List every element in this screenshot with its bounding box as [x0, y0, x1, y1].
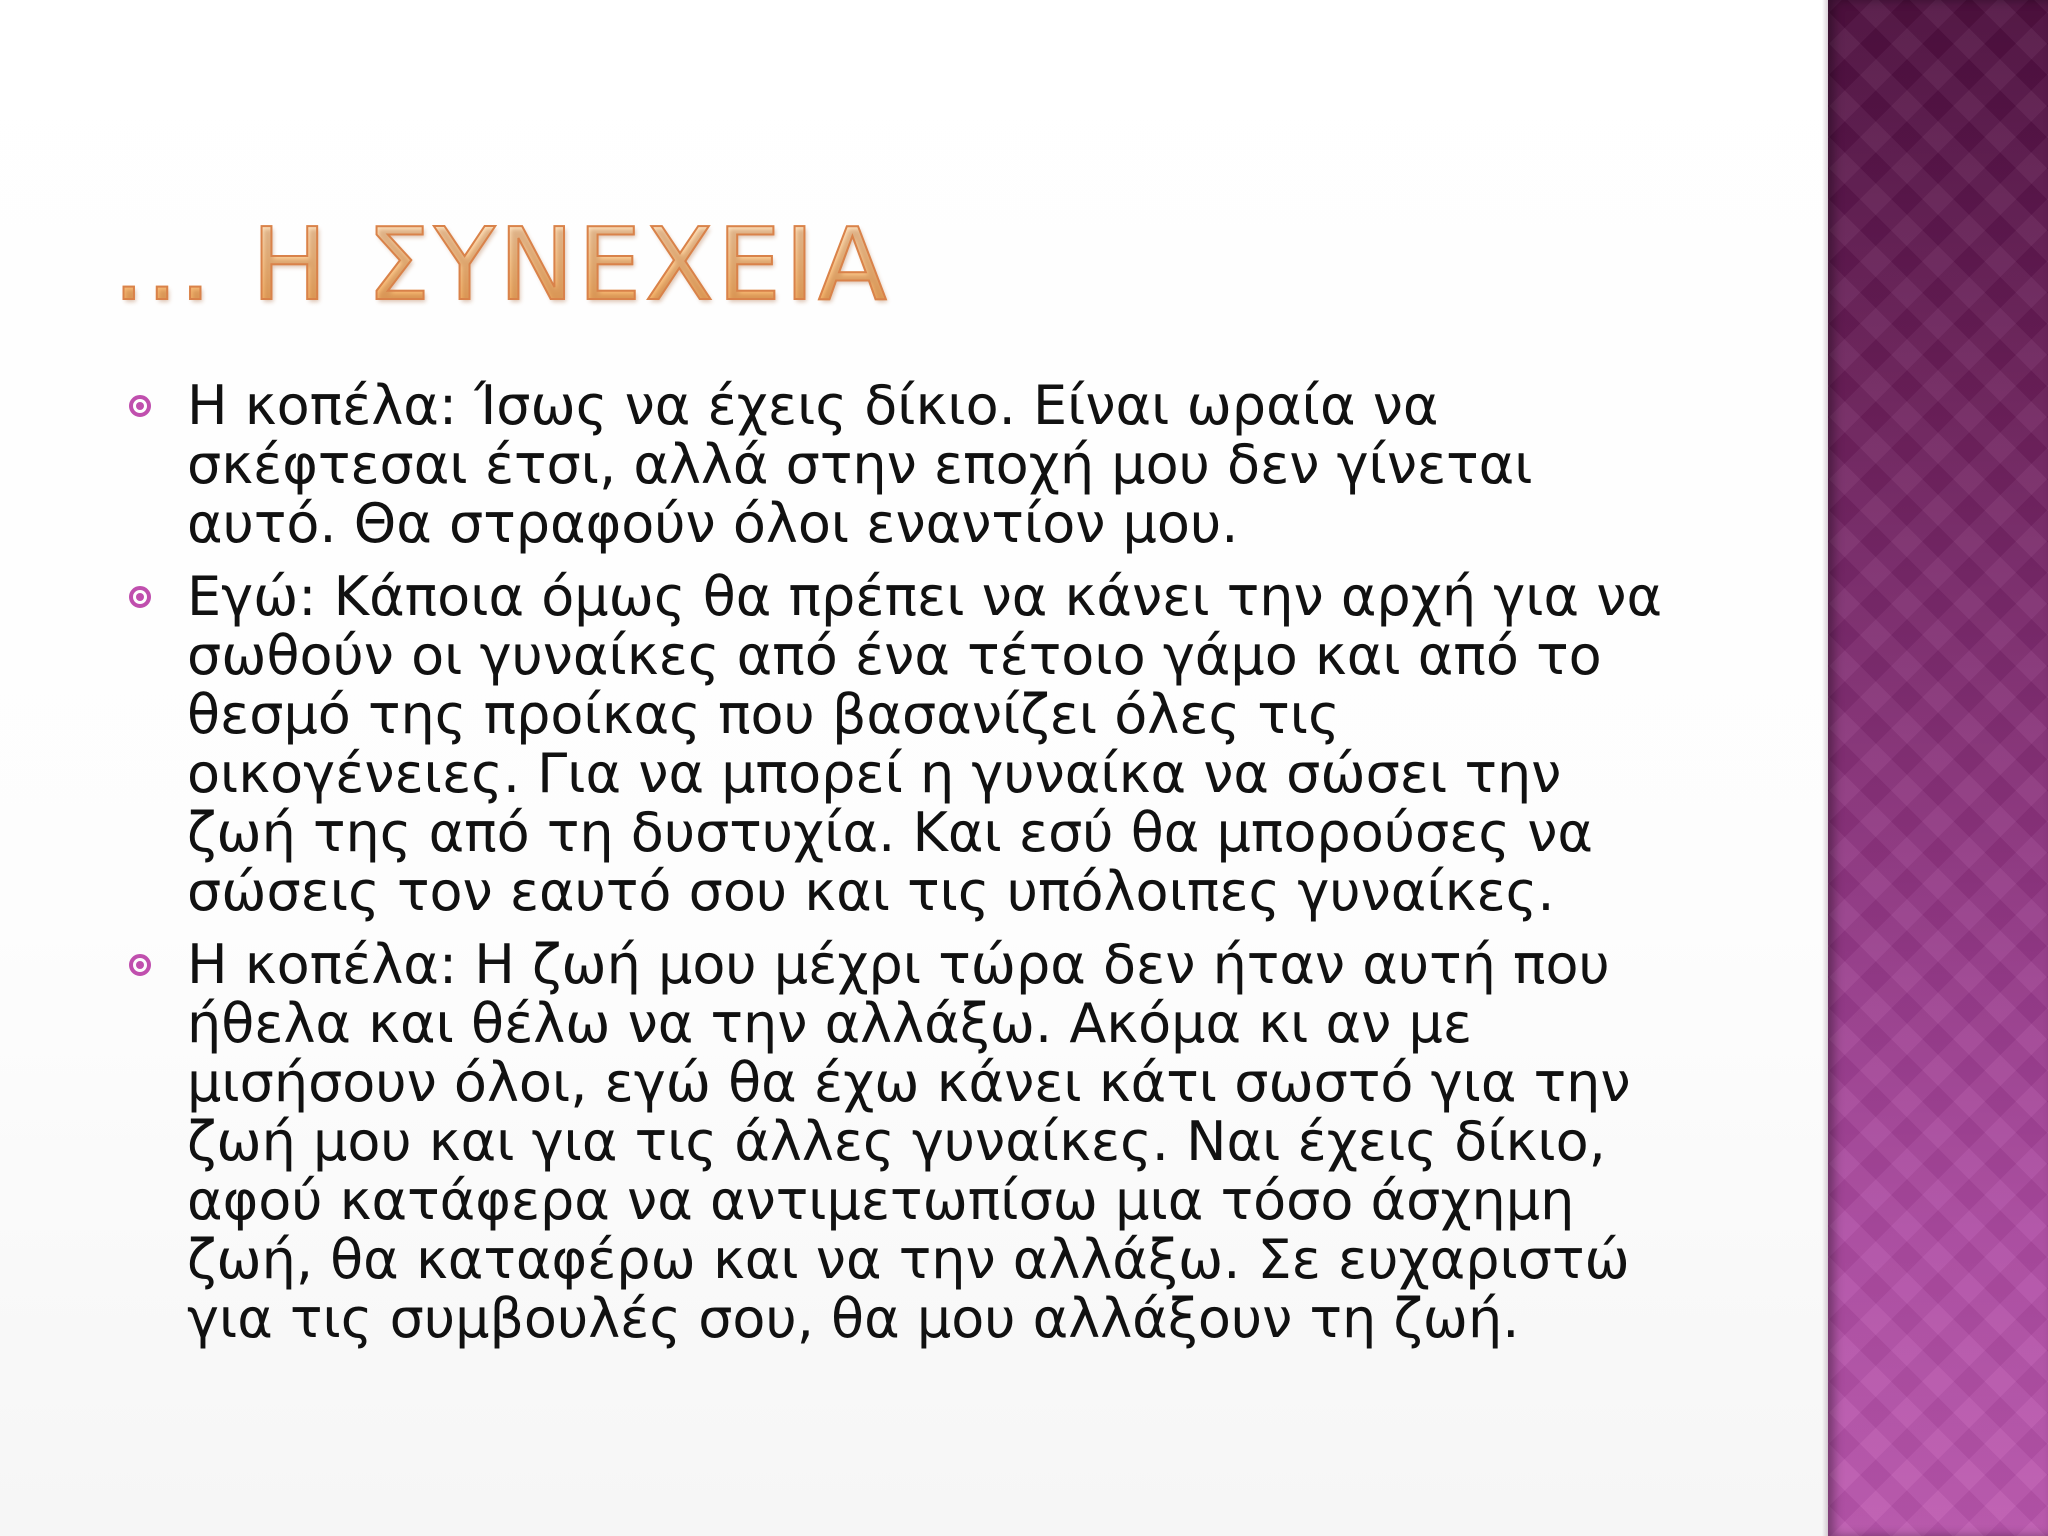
bullet-text: Η κοπέλα: Η ζωή μου μέχρι τώρα δεν ήταν αυτή που ήθελα και θέλω να την αλλάξω. Ακόμα κι αν με μισήσουν όλοι, εγώ θα έχω κάνει κάτι σωστό για την ζωή μου και για τις άλλες γυναίκες. Ναι έχεις δίκιο, αφού κατάφερα να αντιμετωπίσω μια τόσο άσχημη ζωή, θα καταφέρω και να την αλλάξω. Σε ευχαριστώ για τις συμβουλές σου, θα μου αλλάξουν τη ζωή.: [187, 933, 1631, 1350]
bullet-item: [125, 376, 1685, 553]
slide-title: … Η ΣΥΝΕΧΕΙΑ: [112, 200, 1762, 330]
bullet-item: [125, 567, 1685, 921]
bullet-text: Η κοπέλα: Ίσως να έχεις δίκιο. Είναι ωραία να σκέφτεσαι έτσι, αλλά στην εποχή μου δεν γίνεται αυτό. Θα στραφούν όλοι εναντίον μου.: [187, 374, 1533, 555]
circle-bullet-icon: [129, 395, 151, 417]
circle-bullet-icon: [129, 586, 151, 608]
bullet-item: [125, 935, 1685, 1348]
bullet-list: [125, 376, 1685, 1362]
decorative-side-panel: [1828, 0, 2048, 1536]
circle-bullet-icon: [129, 954, 151, 976]
bullet-text: Εγώ: Κάποια όμως θα πρέπει να κάνει την αρχή για να σωθούν οι γυναίκες από ένα τέτοιο γάμο και από το θεσμό της προίκας που βασανίζει όλες τις οικογένειες. Για να μπορεί η γυναίκα να σώσει την ζωή της από τη δυστυχία. Και εσύ θα μπορούσες να σώσεις τον εαυτό σου και τις υπόλοιπες γυναίκες.: [187, 565, 1663, 923]
